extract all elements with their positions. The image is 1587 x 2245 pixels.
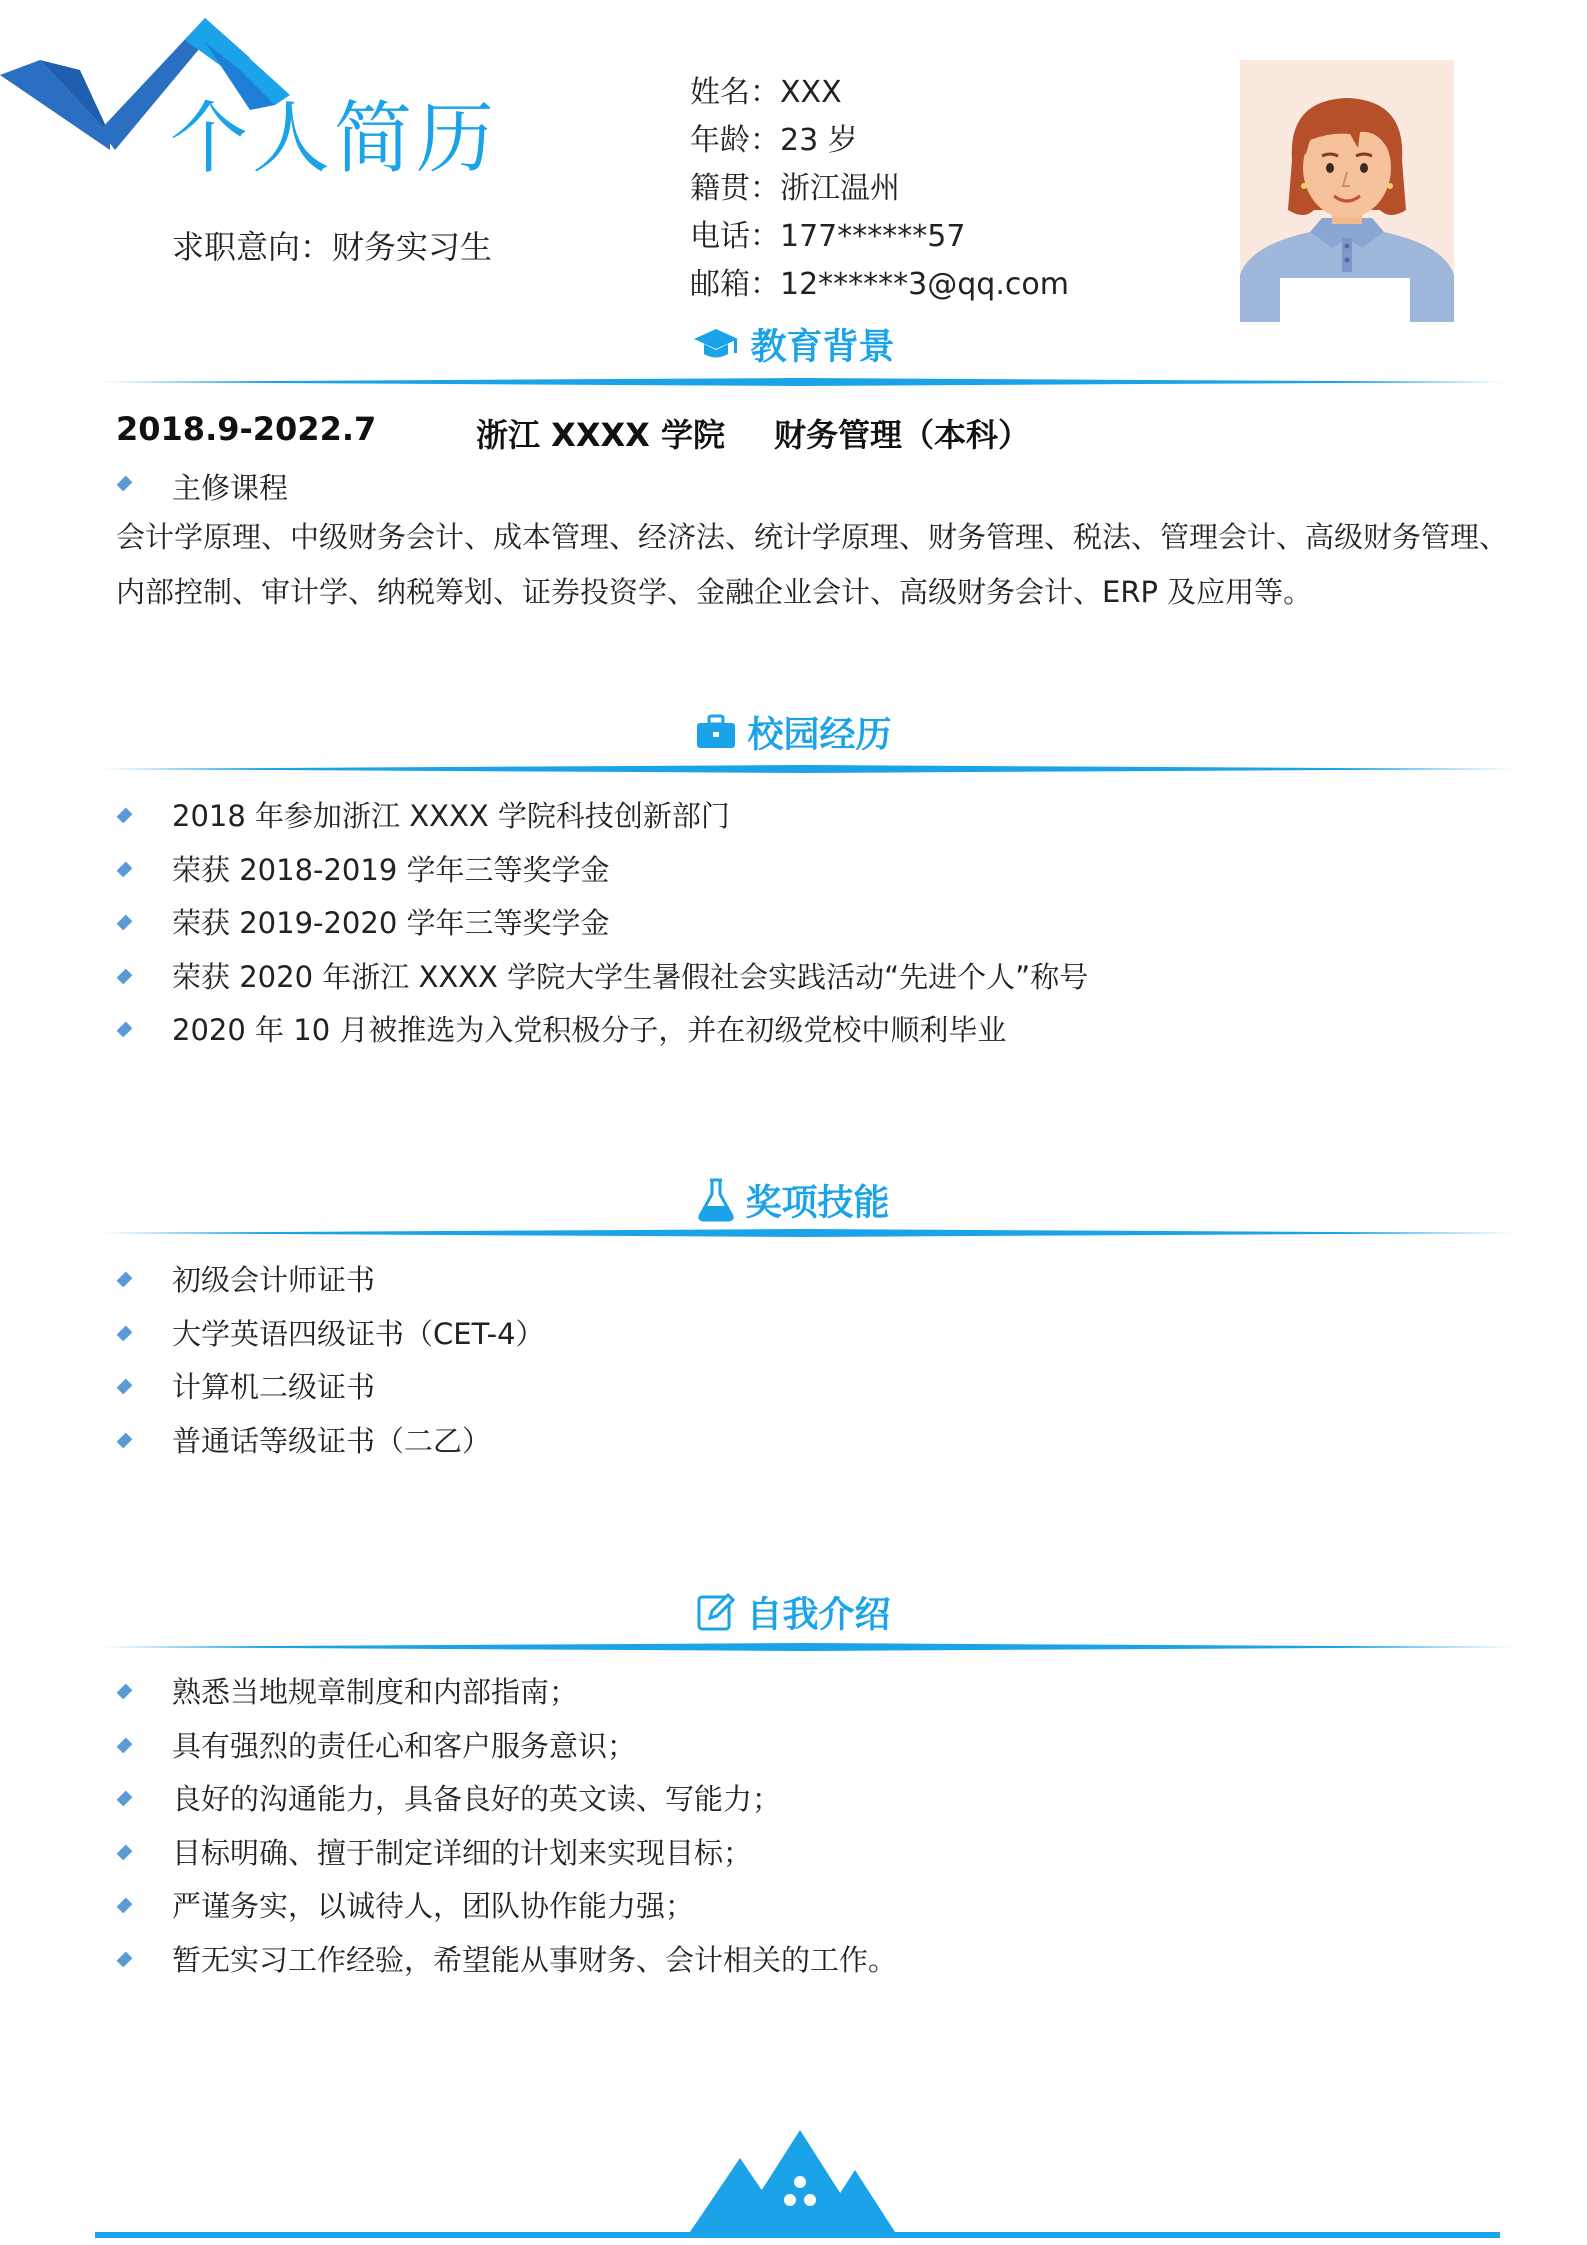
resume-title: 个人简历 [170,94,499,184]
bullet-icon [118,860,131,880]
list-item: 大学英语四级证书（CET-4） [116,1308,545,1362]
edit-icon [696,1592,736,1639]
bullet-icon [118,1682,131,1702]
info-name: 姓名：XXX [690,75,842,110]
bullet-icon [118,913,131,933]
section-divider [95,765,1513,773]
list-item: 2020 年 10 月被推选为入党积极分子，并在初级党校中顺利毕业 [116,1004,1088,1058]
list-item: 良好的沟通能力，具备良好的英文读、写能力； [116,1773,897,1827]
info-hometown: 籍贯：浙江温州 [690,171,900,206]
list-item: 2018 年参加浙江 XXXX 学院科技创新部门 [116,790,1088,844]
bullet-icon [118,1324,131,1344]
education-row [116,410,1516,454]
bullet-icon [118,474,131,494]
bullet-icon [118,1950,131,1970]
bullet-icon [118,1843,131,1863]
list-item: 目标明确、擅于制定详细的计划来实现目标； [116,1827,897,1881]
job-intent: 求职意向：财务实习生 [172,228,493,266]
avatar [1240,60,1454,322]
list-item: 具有强烈的责任心和客户服务意识； [116,1720,897,1774]
section-heading-intro: 自我介绍 [0,1592,1587,1639]
section-heading-awards: 奖项技能 [0,1178,1587,1229]
bullet-icon [118,1789,131,1809]
footer-mountain-decoration [0,2120,1587,2245]
awards-list [116,1254,545,1468]
section-divider [95,1229,1513,1237]
bullet-icon [118,1270,131,1290]
course-title: 主修课程 [116,466,288,507]
bullet-icon [118,967,131,987]
section-heading-education: 教育背景 [0,327,1587,368]
section-divider [95,378,1505,386]
list-item: 暂无实习工作经验，希望能从事财务、会计相关的工作。 [116,1934,897,1988]
education-date: 2018.9-2022.7 [116,410,377,448]
info-age: 年龄：23 岁 [690,123,858,158]
section-heading-campus: 校园经历 [0,714,1587,757]
graduation-cap-icon [692,327,740,368]
list-item: 荣获 2018-2019 学年三等奖学金 [116,844,1088,898]
bullet-icon [118,1377,131,1397]
bullet-icon [118,1431,131,1451]
list-item: 初级会计师证书 [116,1254,545,1308]
intro-list [116,1666,897,1988]
education-school: 浙江 XXXX 学院 [476,416,725,454]
course-list-text: 会计学原理、中级财务会计、成本管理、经济法、统计学原理、财务管理、税法、管理会计、高级财务管理、内部控制、审计学、纳税筹划、证券投资学、金融企业会计、高级财务会计、ERP 及应用等。 [116,520,1509,609]
bullet-icon [118,806,131,826]
bullet-icon [118,1020,131,1040]
campus-list [116,790,1088,1058]
list-item: 普通话等级证书（二乙） [116,1415,545,1469]
section-divider [95,1643,1513,1651]
info-email: 邮箱：12******3@qq.com [690,267,1069,302]
info-phone: 电话：177******57 [690,219,966,254]
flask-icon [697,1178,735,1229]
list-item: 计算机二级证书 [116,1361,545,1415]
briefcase-icon [695,714,737,757]
list-item: 荣获 2020 年浙江 XXXX 学院大学生暑假社会实践活动“先进个人”称号 [116,951,1088,1005]
list-item: 严谨务实，以诚待人，团队协作能力强； [116,1880,897,1934]
bullet-icon [118,1896,131,1916]
list-item: 熟悉当地规章制度和内部指南； [116,1666,897,1720]
list-item: 荣获 2019-2020 学年三等奖学金 [116,897,1088,951]
bullet-icon [118,1736,131,1756]
education-major: 财务管理（本科） [774,416,1031,454]
